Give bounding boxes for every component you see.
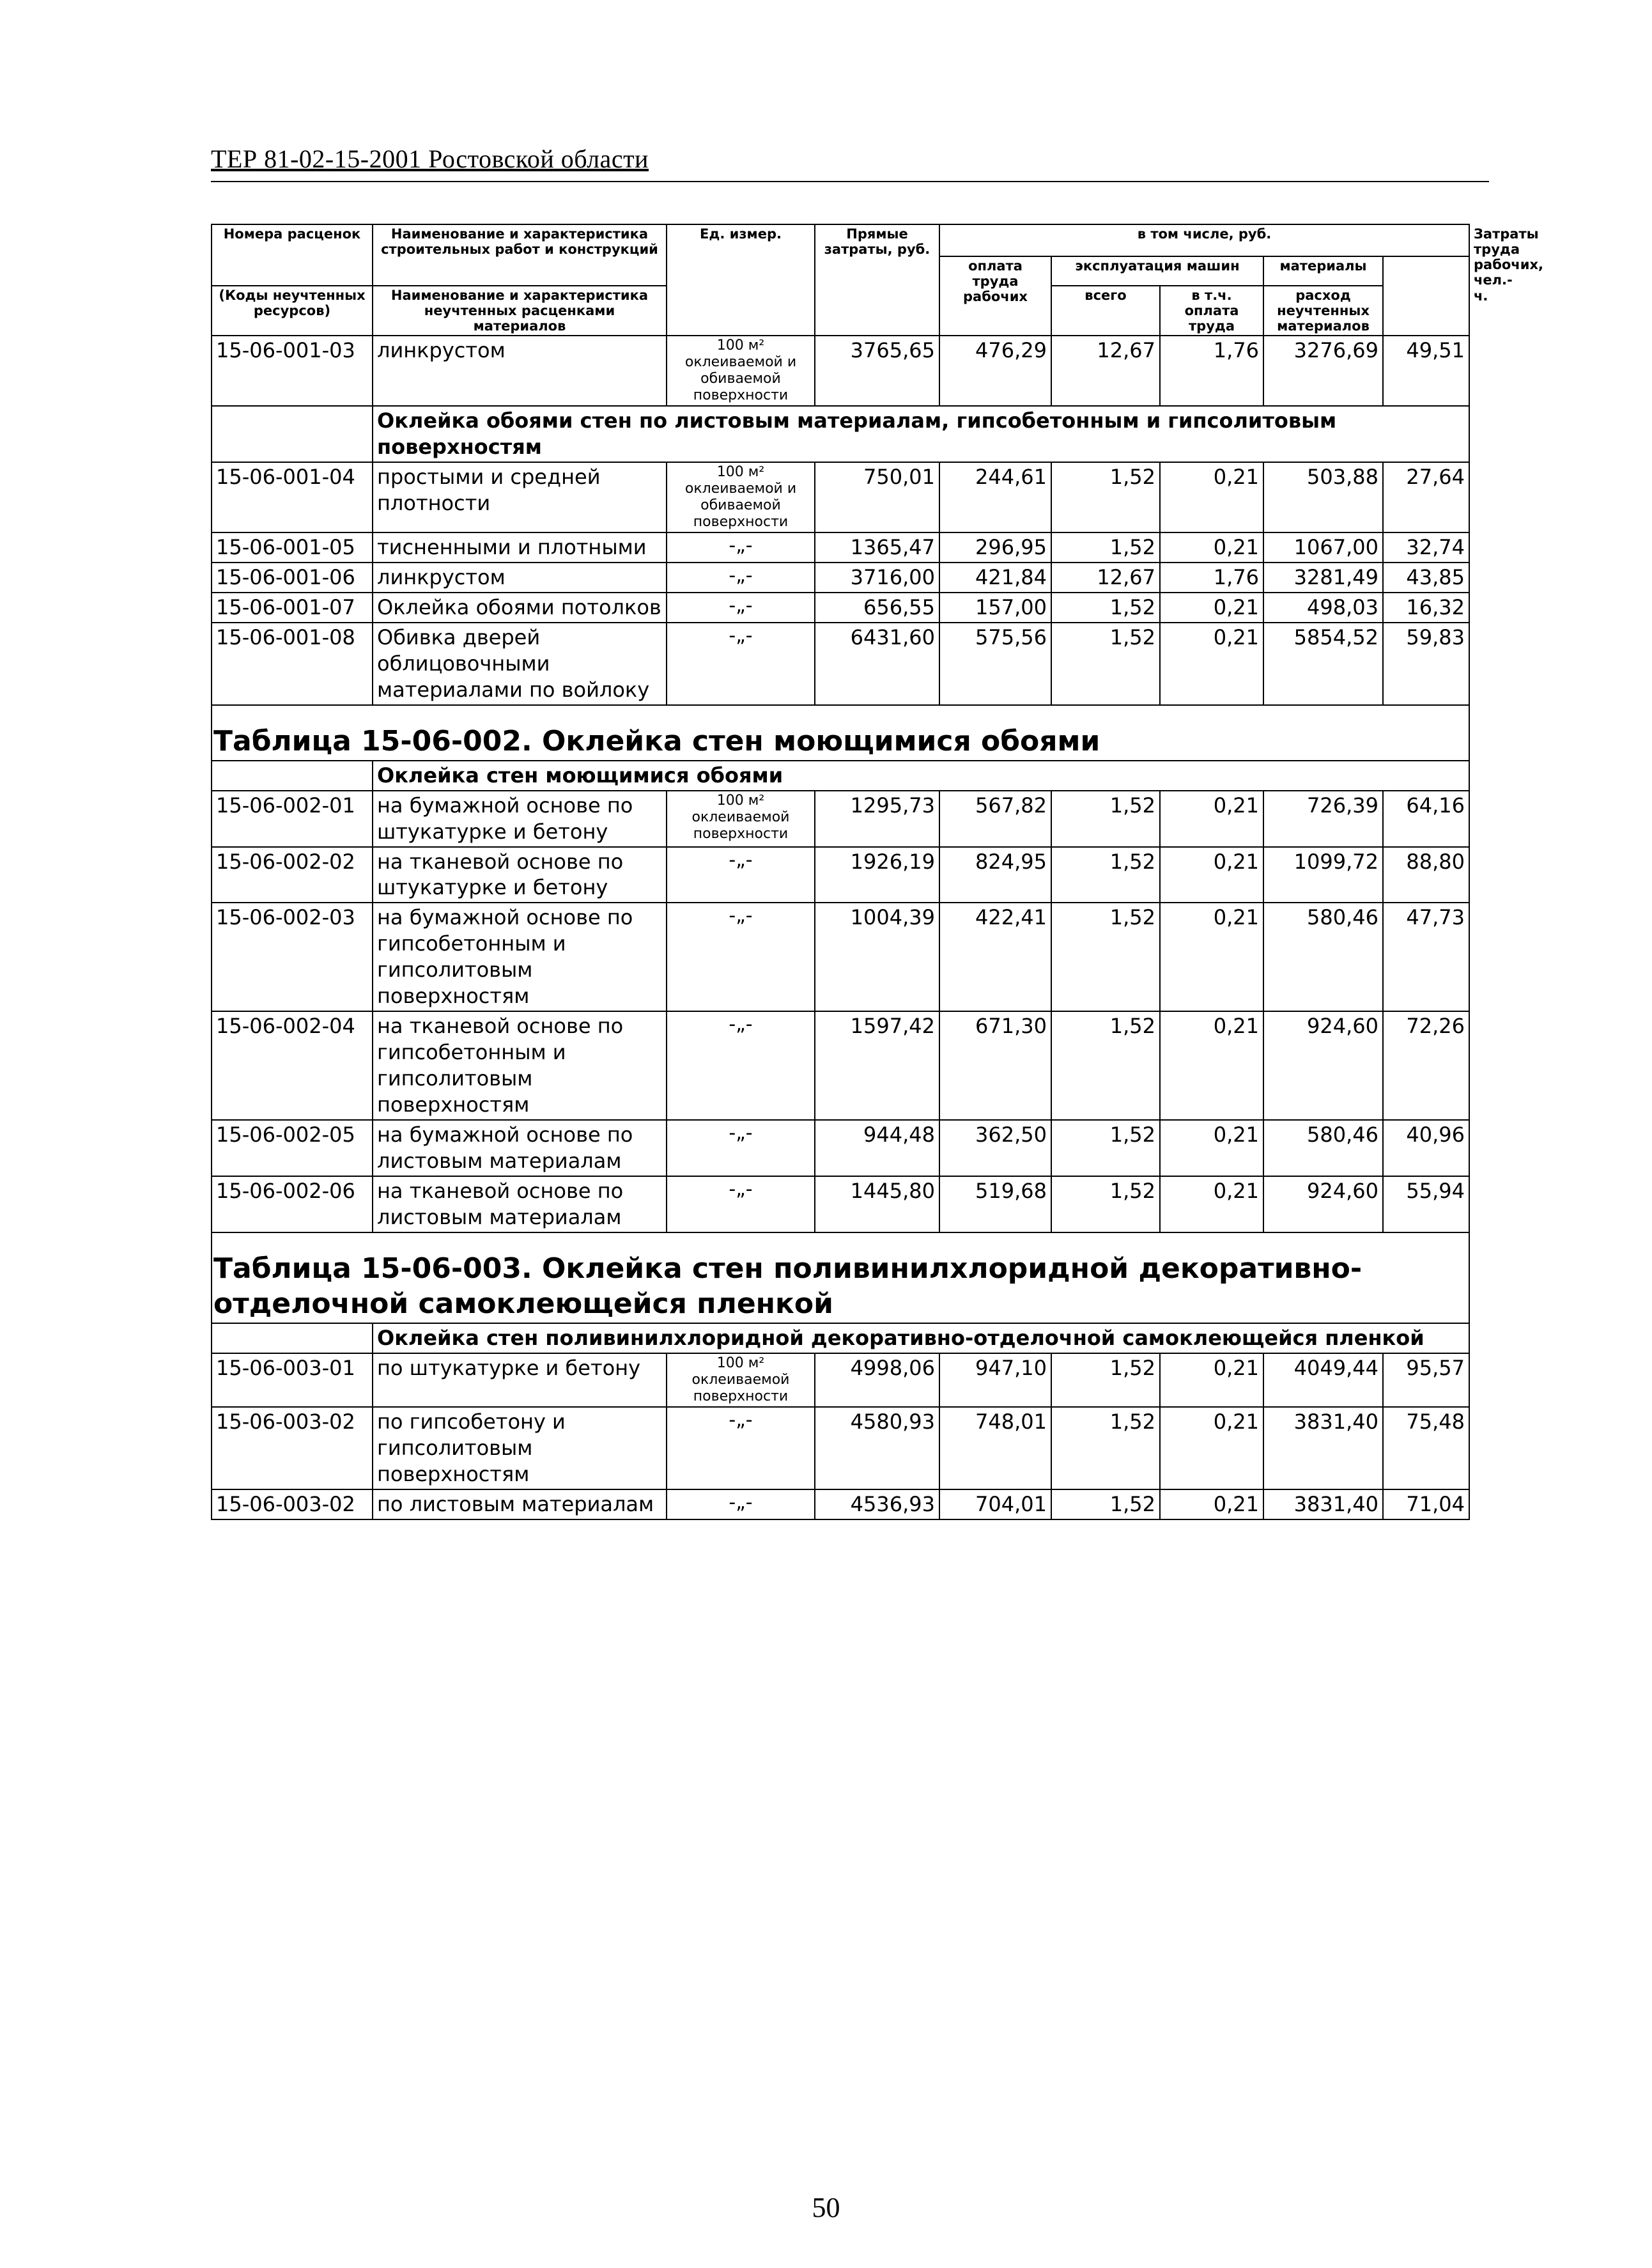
labor-pay: 476,29 bbox=[939, 336, 1051, 406]
machines-total: 1,52 bbox=[1051, 623, 1160, 705]
direct-cost: 656,55 bbox=[815, 593, 939, 623]
labor-hours: 27,64 bbox=[1383, 462, 1469, 532]
col-mach-total-head: всего bbox=[1051, 286, 1160, 336]
col-name-head-b: Наименование и характеристика неучтенных расценками материалов bbox=[373, 286, 667, 336]
direct-cost: 4536,93 bbox=[815, 1489, 939, 1519]
machines-total: 1,52 bbox=[1051, 532, 1160, 563]
labor-pay: 947,10 bbox=[939, 1353, 1051, 1407]
machines-total: 1,52 bbox=[1051, 462, 1160, 532]
direct-cost: 3765,65 bbox=[815, 336, 939, 406]
unit-of-measure: -„- bbox=[667, 563, 815, 593]
work-name: Оклейка обоями потолков bbox=[373, 593, 667, 623]
direct-cost: 750,01 bbox=[815, 462, 939, 532]
labor-hours: 55,94 bbox=[1383, 1176, 1469, 1232]
labor-pay: 422,41 bbox=[939, 903, 1051, 1011]
work-name: на бумажной основе по гипсобетонным и гипсолитовым поверхностям bbox=[373, 903, 667, 1011]
machines-total: 1,52 bbox=[1051, 903, 1160, 1011]
direct-cost: 4998,06 bbox=[815, 1353, 939, 1407]
col-code-head-a: Номера расценок bbox=[212, 224, 373, 286]
unit-of-measure: -„- bbox=[667, 593, 815, 623]
machines-labor-pay: 0,21 bbox=[1160, 462, 1263, 532]
labor-pay: 748,01 bbox=[939, 1407, 1051, 1489]
labor-hours: 64,16 bbox=[1383, 791, 1469, 847]
unit-of-measure: -„- bbox=[667, 623, 815, 705]
machines-labor-pay: 0,21 bbox=[1160, 847, 1263, 903]
table-row bbox=[212, 1120, 1469, 1176]
rate-code: 15-06-003-02 bbox=[212, 1407, 373, 1489]
price-table bbox=[211, 224, 1543, 1520]
labor-pay: 519,68 bbox=[939, 1176, 1051, 1232]
subtitle-spacer bbox=[212, 406, 373, 462]
work-name: по листовым материалам bbox=[373, 1489, 667, 1519]
machines-total: 1,52 bbox=[1051, 1407, 1160, 1489]
labor-hours: 95,57 bbox=[1383, 1353, 1469, 1407]
work-name: Обивка дверей облицовочными материалами по войлоку bbox=[373, 623, 667, 705]
rate-code: 15-06-001-06 bbox=[212, 563, 373, 593]
table-row bbox=[212, 593, 1469, 623]
table-row bbox=[212, 462, 1469, 532]
labor-hours: 75,48 bbox=[1383, 1407, 1469, 1489]
machines-total: 1,52 bbox=[1051, 1176, 1160, 1232]
work-name: линкрустом bbox=[373, 336, 667, 406]
machines-total: 1,52 bbox=[1051, 1353, 1160, 1407]
machines-labor-pay: 1,76 bbox=[1160, 336, 1263, 406]
materials-cost: 580,46 bbox=[1263, 1120, 1383, 1176]
machines-labor-pay: 0,21 bbox=[1160, 791, 1263, 847]
work-name: простыми и средней плотности bbox=[373, 462, 667, 532]
machines-total: 1,52 bbox=[1051, 791, 1160, 847]
header-rule bbox=[211, 181, 1489, 182]
rate-code: 15-06-001-08 bbox=[212, 623, 373, 705]
col-labor-head: оплата труда рабочих bbox=[939, 256, 1051, 336]
document-header: ТЕР 81-02-15-2001 Ростовской области bbox=[211, 144, 649, 173]
col-incl-head: в том числе, руб. bbox=[939, 224, 1469, 256]
page-number: 50 bbox=[812, 2192, 840, 2223]
labor-pay: 567,82 bbox=[939, 791, 1051, 847]
machines-total: 12,67 bbox=[1051, 336, 1160, 406]
unit-of-measure: 100 м² оклеиваемой поверхности bbox=[667, 1353, 815, 1407]
rate-code: 15-06-001-03 bbox=[212, 336, 373, 406]
header-row-1: Номера расценок Наименование и характеристика строительных работ и конструкций Ед. измер. Прямые затраты, руб. в том числе, руб. Затраты труда рабочих, чел.-ч. bbox=[212, 224, 1469, 256]
machines-total: 1,52 bbox=[1051, 593, 1160, 623]
work-name: по гипсобетону и гипсолитовым поверхностям bbox=[373, 1407, 667, 1489]
table-title-row bbox=[212, 1232, 1469, 1323]
unit-of-measure: -„- bbox=[667, 1176, 815, 1232]
labor-pay: 824,95 bbox=[939, 847, 1051, 903]
direct-cost: 1445,80 bbox=[815, 1176, 939, 1232]
labor-hours: 49,51 bbox=[1383, 336, 1469, 406]
machines-total: 1,52 bbox=[1051, 1120, 1160, 1176]
direct-cost: 4580,93 bbox=[815, 1407, 939, 1489]
labor-hours: 71,04 bbox=[1383, 1489, 1469, 1519]
work-name: на тканевой основе по листовым материалам bbox=[373, 1176, 667, 1232]
table-row bbox=[212, 563, 1469, 593]
direct-cost: 6431,60 bbox=[815, 623, 939, 705]
col-machines-head: эксплуатация машин bbox=[1051, 256, 1263, 286]
unit-of-measure: -„- bbox=[667, 1407, 815, 1489]
col-mat-expense-head: расход неучтенных материалов bbox=[1263, 286, 1383, 336]
work-name: на бумажной основе по листовым материалам bbox=[373, 1120, 667, 1176]
direct-cost: 944,48 bbox=[815, 1120, 939, 1176]
machines-labor-pay: 1,76 bbox=[1160, 563, 1263, 593]
materials-cost: 498,03 bbox=[1263, 593, 1383, 623]
rate-code: 15-06-003-02 bbox=[212, 1489, 373, 1519]
materials-cost: 3276,69 bbox=[1263, 336, 1383, 406]
unit-of-measure: 100 м² оклеиваемой и обиваемой поверхности bbox=[667, 462, 815, 532]
table-row bbox=[212, 791, 1469, 847]
machines-labor-pay: 0,21 bbox=[1160, 903, 1263, 1011]
col-unit-head: Ед. измер. bbox=[667, 224, 815, 336]
work-name: тисненными и плотными bbox=[373, 532, 667, 563]
materials-cost: 1099,72 bbox=[1263, 847, 1383, 903]
unit-of-measure: 100 м² оклеиваемой поверхности bbox=[667, 791, 815, 847]
machines-labor-pay: 0,21 bbox=[1160, 1011, 1263, 1120]
col-direct-head: Прямые затраты, руб. bbox=[815, 224, 939, 336]
machines-labor-pay: 0,21 bbox=[1160, 1176, 1263, 1232]
rate-code: 15-06-002-05 bbox=[212, 1120, 373, 1176]
table-row bbox=[212, 1176, 1469, 1232]
labor-hours: 43,85 bbox=[1383, 563, 1469, 593]
direct-cost: 1295,73 bbox=[815, 791, 939, 847]
machines-total: 12,67 bbox=[1051, 563, 1160, 593]
labor-hours: 32,74 bbox=[1383, 532, 1469, 563]
materials-cost: 726,39 bbox=[1263, 791, 1383, 847]
labor-hours: 40,96 bbox=[1383, 1120, 1469, 1176]
subtitle-spacer bbox=[212, 1323, 373, 1353]
section-subtitle-row bbox=[212, 406, 1469, 462]
table-row bbox=[212, 1489, 1469, 1519]
materials-cost: 1067,00 bbox=[1263, 532, 1383, 563]
machines-labor-pay: 0,21 bbox=[1160, 1120, 1263, 1176]
col-name-head-a: Наименование и характеристика строительных работ и конструкций bbox=[373, 224, 667, 286]
section-subtitle: Оклейка стен поливинилхлоридной декоративно-отделочной самоклеющейся пленкой bbox=[373, 1323, 1469, 1353]
table-row bbox=[212, 532, 1469, 563]
unit-of-measure: -„- bbox=[667, 847, 815, 903]
unit-of-measure: -„- bbox=[667, 532, 815, 563]
work-name: линкрустом bbox=[373, 563, 667, 593]
table-title: Таблица 15-06-003. Оклейка стен поливинилхлоридной декоративно-отделочной самоклеющейся пленкой bbox=[212, 1232, 1469, 1323]
direct-cost: 1365,47 bbox=[815, 532, 939, 563]
direct-cost: 1004,39 bbox=[815, 903, 939, 1011]
rate-code: 15-06-002-04 bbox=[212, 1011, 373, 1120]
section-subtitle: Оклейка обоями стен по листовым материалам, гипсобетонным и гипсолитовым поверхностям bbox=[373, 406, 1469, 462]
unit-of-measure: -„- bbox=[667, 1120, 815, 1176]
table-body bbox=[212, 336, 1469, 1519]
machines-total: 1,52 bbox=[1051, 1011, 1160, 1120]
machines-total: 1,52 bbox=[1051, 1489, 1160, 1519]
materials-cost: 4049,44 bbox=[1263, 1353, 1383, 1407]
labor-pay: 421,84 bbox=[939, 563, 1051, 593]
materials-cost: 5854,52 bbox=[1263, 623, 1383, 705]
materials-cost: 924,60 bbox=[1263, 1011, 1383, 1120]
table-row bbox=[212, 903, 1469, 1011]
col-code-head-b: (Коды неучтенных ресурсов) bbox=[212, 286, 373, 336]
labor-pay: 575,56 bbox=[939, 623, 1051, 705]
table-title-row bbox=[212, 705, 1469, 761]
labor-pay: 671,30 bbox=[939, 1011, 1051, 1120]
labor-pay: 157,00 bbox=[939, 593, 1051, 623]
table-row bbox=[212, 1011, 1469, 1120]
subtitle-spacer bbox=[212, 761, 373, 791]
rate-code: 15-06-003-01 bbox=[212, 1353, 373, 1407]
machines-labor-pay: 0,21 bbox=[1160, 623, 1263, 705]
labor-hours: 88,80 bbox=[1383, 847, 1469, 903]
table-row bbox=[212, 623, 1469, 705]
table-row bbox=[212, 847, 1469, 903]
section-subtitle: Оклейка стен моющимися обоями bbox=[373, 761, 1469, 791]
machines-labor-pay: 0,21 bbox=[1160, 532, 1263, 563]
labor-pay: 362,50 bbox=[939, 1120, 1051, 1176]
section-subtitle-row bbox=[212, 1323, 1469, 1353]
materials-cost: 3831,40 bbox=[1263, 1489, 1383, 1519]
rate-code: 15-06-001-04 bbox=[212, 462, 373, 532]
labor-hours: 59,83 bbox=[1383, 623, 1469, 705]
labor-pay: 244,61 bbox=[939, 462, 1051, 532]
materials-cost: 3831,40 bbox=[1263, 1407, 1383, 1489]
labor-hours: 72,26 bbox=[1383, 1011, 1469, 1120]
materials-cost: 580,46 bbox=[1263, 903, 1383, 1011]
work-name: по штукатурке и бетону bbox=[373, 1353, 667, 1407]
col-mach-labor-head: в т.ч. оплата труда bbox=[1160, 286, 1263, 336]
machines-labor-pay: 0,21 bbox=[1160, 593, 1263, 623]
materials-cost: 3281,49 bbox=[1263, 563, 1383, 593]
col-materials-head: материалы bbox=[1263, 256, 1383, 286]
section-subtitle-row bbox=[212, 761, 1469, 791]
table-row bbox=[212, 336, 1469, 406]
labor-pay: 704,01 bbox=[939, 1489, 1051, 1519]
direct-cost: 1597,42 bbox=[815, 1011, 939, 1120]
labor-hours: 47,73 bbox=[1383, 903, 1469, 1011]
table-row bbox=[212, 1353, 1469, 1407]
machines-labor-pay: 0,21 bbox=[1160, 1353, 1263, 1407]
materials-cost: 503,88 bbox=[1263, 462, 1383, 532]
rate-code: 15-06-002-02 bbox=[212, 847, 373, 903]
unit-of-measure: -„- bbox=[667, 1489, 815, 1519]
unit-of-measure: -„- bbox=[667, 903, 815, 1011]
work-name: на бумажной основе по штукатурке и бетону bbox=[373, 791, 667, 847]
direct-cost: 3716,00 bbox=[815, 563, 939, 593]
table-row bbox=[212, 1407, 1469, 1489]
rate-code: 15-06-002-01 bbox=[212, 791, 373, 847]
rate-code: 15-06-002-03 bbox=[212, 903, 373, 1011]
work-name: на тканевой основе по гипсобетонным и гипсолитовым поверхностям bbox=[373, 1011, 667, 1120]
work-name: на тканевой основе по штукатурке и бетону bbox=[373, 847, 667, 903]
machines-total: 1,52 bbox=[1051, 847, 1160, 903]
labor-hours: 16,32 bbox=[1383, 593, 1469, 623]
unit-of-measure: 100 м² оклеиваемой и обиваемой поверхности bbox=[667, 336, 815, 406]
rate-code: 15-06-001-07 bbox=[212, 593, 373, 623]
labor-pay: 296,95 bbox=[939, 532, 1051, 563]
machines-labor-pay: 0,21 bbox=[1160, 1407, 1263, 1489]
machines-labor-pay: 0,21 bbox=[1160, 1489, 1263, 1519]
materials-cost: 924,60 bbox=[1263, 1176, 1383, 1232]
table-title: Таблица 15-06-002. Оклейка стен моющимися обоями bbox=[212, 705, 1469, 761]
rate-code: 15-06-001-05 bbox=[212, 532, 373, 563]
direct-cost: 1926,19 bbox=[815, 847, 939, 903]
rate-code: 15-06-002-06 bbox=[212, 1176, 373, 1232]
unit-of-measure: -„- bbox=[667, 1011, 815, 1120]
